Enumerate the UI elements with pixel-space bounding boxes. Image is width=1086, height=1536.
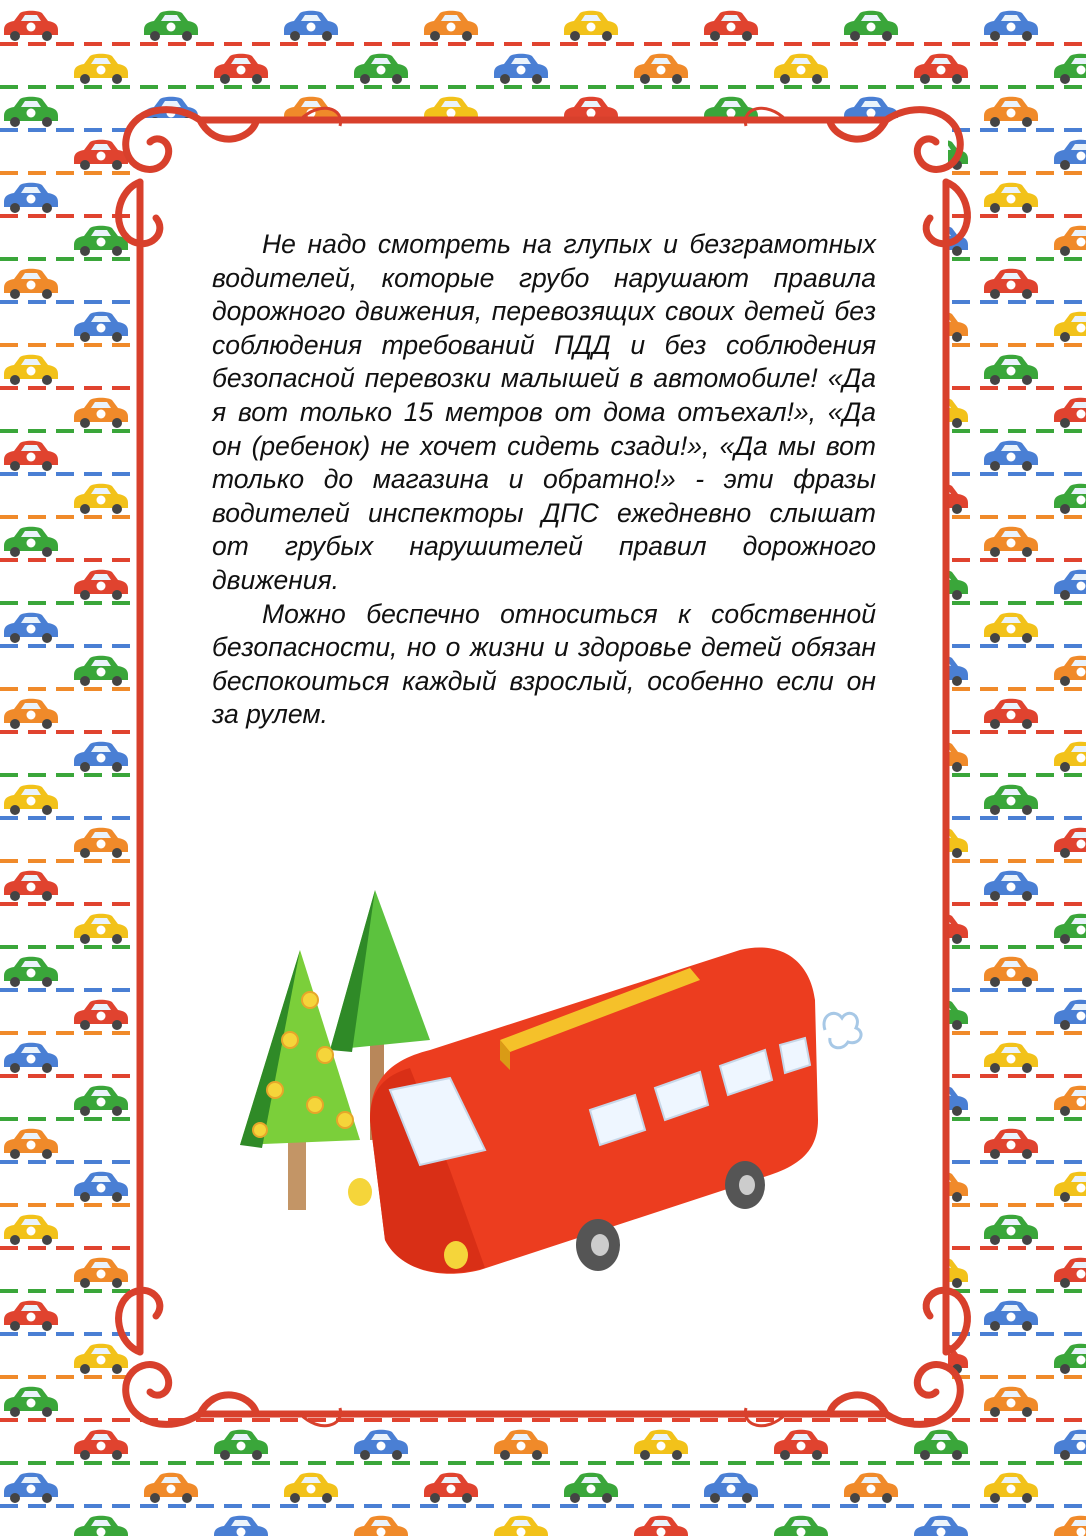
bus-illustration <box>220 880 880 1300</box>
tree-icon <box>240 950 360 1210</box>
article-text <box>212 228 876 732</box>
paragraph-2: Можно беспечно относиться к собственной безопасности, но о жизни и здоровье детей обязан беспокоиться каждый взрослый, особенно если он за рулем. <box>212 598 876 730</box>
bus-icon <box>348 947 818 1273</box>
exhaust-icon <box>824 1013 861 1048</box>
paragraph-1: Не надо смотреть на глупых и безграмотных водителей, которые грубо нарушают правила дорожного движения, перевозящих своих детей без соблюдения требований ПДД и без соблюдения безопасной перевозки малышей в автомобиле! «Да я вот только 15 метров от дома отъехал!», «Да он (ребенок) не хочет сидеть сзади!», «Да мы вот только до магазина и обратно!» - эти фразы водителей инспекторы ДПС ежедневно слышат от грубых нарушителей правил дорожного движения. <box>212 229 876 595</box>
